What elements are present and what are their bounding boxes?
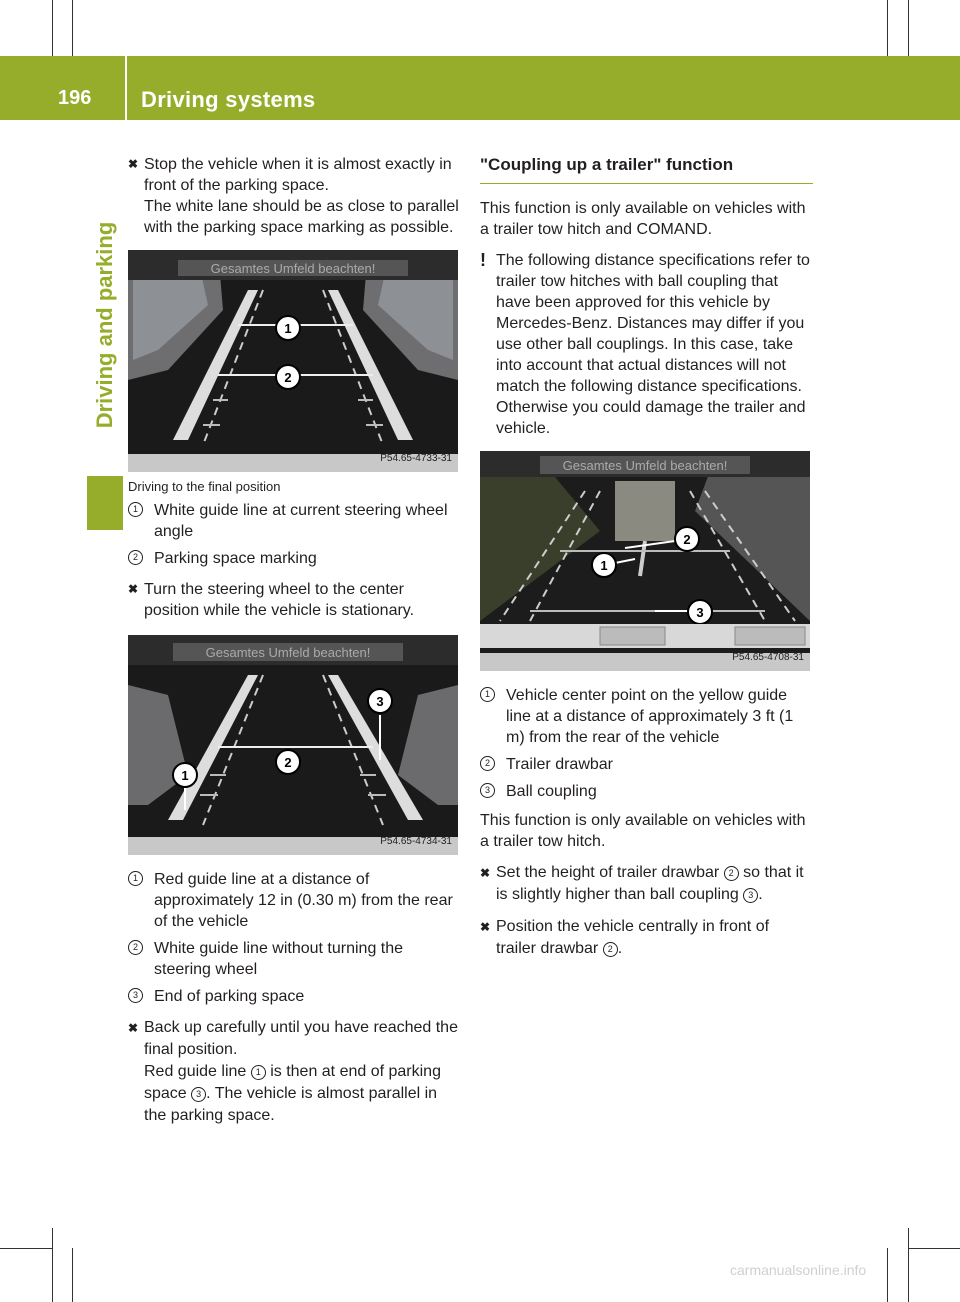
step-text: Position the vehicle centrally in front of trailer drawbar — [496, 918, 770, 957]
instruction-step — [128, 1017, 460, 1127]
step-arrow-icon: ✖ — [480, 920, 491, 934]
legend-item — [128, 500, 460, 542]
warning-icon: ! — [480, 250, 486, 270]
legend-item — [480, 781, 813, 802]
callout-ref: 1 — [251, 1065, 266, 1080]
running-title: Driving systems — [141, 87, 316, 112]
callout-ref: 2 — [724, 866, 739, 881]
callout-1-label: 1 — [600, 558, 608, 573]
legend-text: Vehicle center point on the yellow guide line at a distance of approximately 3 ft (1 m) from the rear of the vehicle — [506, 687, 794, 746]
step-text: Turn the steering wheel to the center position while the vehicle is stationary. — [144, 581, 415, 619]
camera-figure-1 — [128, 250, 458, 472]
step-text: . — [758, 886, 763, 903]
side-tab-block — [87, 476, 123, 530]
legend-text: White guide line without turning the steering wheel — [154, 940, 404, 978]
step-arrow-icon: ✖ — [128, 582, 139, 596]
step-text: . The vehicle is almost parallel in the parking space. — [144, 1085, 438, 1124]
left-column — [128, 154, 460, 1137]
crop-mark — [908, 1248, 960, 1249]
camera-figure-2 — [128, 635, 458, 855]
callout-3-label: 3 — [696, 605, 704, 620]
crop-mark — [908, 1228, 909, 1302]
legend-item — [128, 986, 460, 1007]
step-arrow-icon: ✖ — [128, 157, 139, 171]
callout-number: 1 — [128, 871, 143, 886]
legend-text: Trailer drawbar — [506, 756, 613, 773]
crop-mark — [52, 1228, 53, 1302]
section-heading: "Coupling up a trailer" function — [480, 154, 813, 184]
legend-item — [480, 685, 813, 748]
step-text: The white lane should be as close to parallel with the parking space marking as possible. — [144, 198, 459, 236]
header-divider — [125, 56, 127, 120]
legend-text: Ball coupling — [506, 783, 597, 800]
step-text: Stop the vehicle when it is almost exactly in front of the parking space. — [144, 156, 452, 194]
side-tab-label: Driving and parking — [92, 221, 117, 429]
step-text: Set the height of trailer drawbar — [496, 864, 724, 881]
legend-item — [480, 754, 813, 775]
figure-id: P54.65-4733-31 — [380, 453, 452, 464]
body-paragraph: This function is only available on vehicles with a trailer tow hitch. — [480, 812, 806, 850]
figure-caption: Driving to the final position — [128, 479, 281, 494]
callout-2-label: 2 — [284, 370, 292, 385]
figure-id: P54.65-4734-31 — [380, 836, 452, 847]
legend-item — [128, 869, 460, 932]
instruction-step — [480, 862, 813, 906]
crop-mark — [52, 0, 53, 56]
callout-number: 1 — [128, 502, 143, 517]
legend-text: End of parking space — [154, 988, 305, 1005]
camera-image — [128, 635, 458, 855]
callout-number: 2 — [128, 940, 143, 955]
camera-image — [480, 451, 810, 671]
callout-ref: 2 — [603, 942, 618, 957]
callout-1-label: 1 — [181, 768, 189, 783]
callout-number: 3 — [480, 783, 495, 798]
warning-text: The following distance specifications refer to trailer tow hitches with ball coupling that have been approved for this vehicle by Mercedes-Benz. Distances may differ if you use other ball couplings. In this case, take into account that actual distances will not match the following distance specifications. Otherwise you could damage the trailer and vehicle. — [496, 252, 810, 437]
callout-3-label: 3 — [376, 694, 384, 709]
crop-mark — [0, 1248, 52, 1249]
step-arrow-icon: ✖ — [480, 866, 491, 880]
callout-ref: 3 — [191, 1087, 206, 1102]
callout-2-label: 2 — [284, 755, 292, 770]
side-tab — [87, 120, 123, 530]
legend-text: Red guide line at a distance of approximately 12 in (0.30 m) from the rear of the vehicle — [154, 871, 453, 930]
page-number: 196 — [58, 87, 92, 109]
callout-number: 2 — [480, 756, 495, 771]
step-text: Back up carefully until you have reached the final position. — [144, 1019, 458, 1058]
crop-mark — [72, 0, 73, 56]
legend-text: Parking space marking — [154, 550, 317, 567]
legend-item — [128, 938, 460, 980]
watermark: carmanualsonline.info — [730, 1262, 867, 1278]
crop-mark — [887, 1248, 888, 1302]
camera-figure-3 — [480, 451, 810, 671]
callout-1-label: 1 — [284, 321, 292, 336]
crop-mark — [908, 0, 909, 56]
figure-id: P54.65-4708-31 — [732, 652, 804, 663]
right-column — [480, 154, 813, 970]
screen-warning-text: Gesamtes Umfeld beachten! — [562, 458, 728, 473]
step-text: so that it is slightly higher than ball coupling — [496, 864, 804, 903]
screen-warning-text: Gesamtes Umfeld beachten! — [210, 261, 376, 276]
step-text: is then at end of parking space — [144, 1063, 441, 1102]
warning-note — [480, 250, 813, 439]
instruction-step — [480, 916, 813, 960]
legend-item — [128, 548, 460, 569]
crop-mark — [887, 0, 888, 56]
camera-image — [128, 250, 458, 472]
callout-number: 3 — [128, 988, 143, 1003]
step-arrow-icon: ✖ — [128, 1021, 139, 1035]
step-text: Red guide line — [144, 1063, 251, 1080]
callout-number: 1 — [480, 687, 495, 702]
crop-mark — [72, 1248, 73, 1302]
callout-number: 2 — [128, 550, 143, 565]
step-text: . — [617, 940, 623, 957]
callout-2-label: 2 — [683, 532, 691, 547]
instruction-step — [128, 579, 460, 621]
intro-paragraph: This function is only available on vehicles with a trailer tow hitch and COMAND. — [480, 200, 806, 238]
callout-ref: 3 — [743, 888, 758, 903]
instruction-step — [128, 154, 460, 238]
screen-warning-text: Gesamtes Umfeld beachten! — [205, 645, 371, 660]
legend-text: White guide line at current steering wheel angle — [154, 502, 448, 540]
